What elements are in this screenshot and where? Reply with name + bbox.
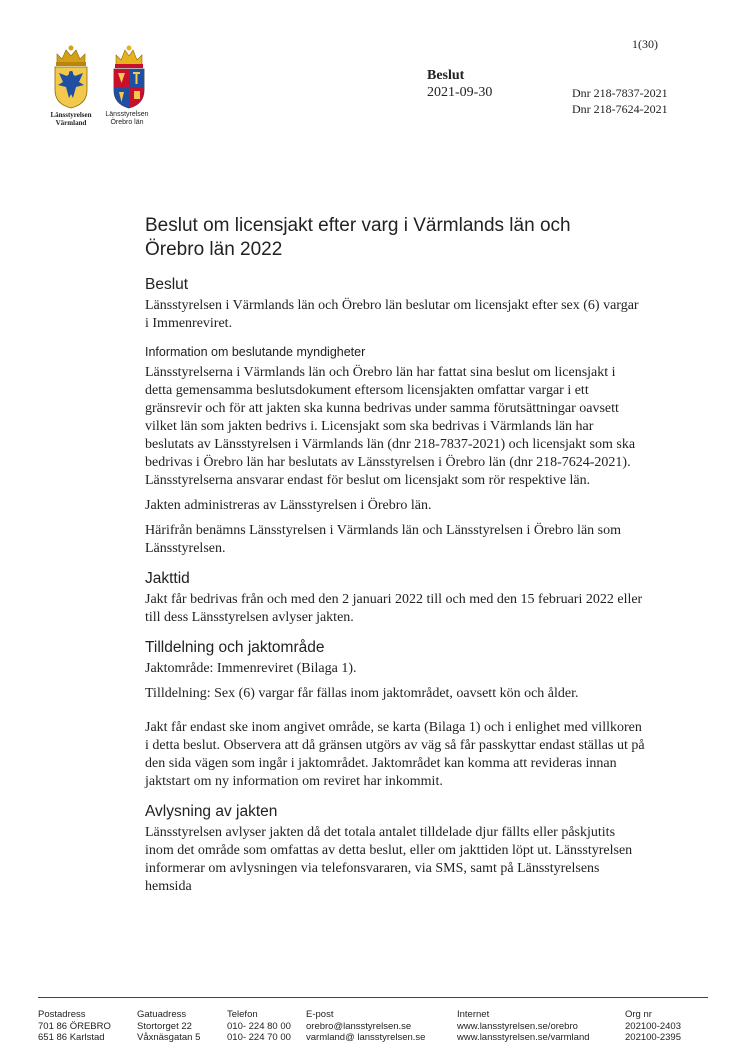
diary-number-1: Dnr 218-7837-2021 bbox=[572, 86, 668, 100]
footer-orgnr: Org nr 202100-2403 202100-2395 bbox=[625, 1009, 681, 1043]
jakttid-paragraph: Jakt får bedrivas från och med den 2 januari 2022 till och med den 15 februari 2022 eller till dess Länsstyrelsen avlyser jakten. bbox=[145, 592, 643, 625]
section-heading-beslut: Beslut bbox=[145, 276, 189, 293]
footer-postadress: Postadress 701 86 ÖREBRO 651 86 Karlstad bbox=[38, 1009, 111, 1043]
document-body bbox=[145, 276, 645, 903]
footer-epost: E-post orebro@lansstyrelsen.se varmland@ lansstyrelsen.se bbox=[306, 1009, 426, 1043]
orebro-logo-caption: Länsstyrelsen Örebro län bbox=[105, 111, 149, 126]
information-paragraph-1: Länsstyrelserna i Värmlands län och Örebro län har fattat sina beslut om licensjakt i detta gemensamma beslutsdokument eftersom licensjakten omfattar vargar i ett gränsrevir och för att jakten ska kunna bedrivas under samma förutsättningar oavsett vilket län som jakten bedrivs i. Licensjakt som ska bedrivas i Värmlands län har beslutats av Länsstyrelsen i Värmlands län (dnr 218-7837-2021) och licensjakt som ska bedrivas i Örebro län har beslutats av Länsstyrelsen i Örebro län (dnr 218-7624-2021). Länsstyrelserna ansvarar endast för beslut om licensjakt som rör respektive län. bbox=[145, 365, 636, 488]
tilldelning-paragraph-2: Tilldelning: Sex (6) vargar får fällas inom jaktområdet, oavsett kön och ålder. bbox=[145, 686, 579, 701]
page-number: 1(30) bbox=[632, 37, 658, 51]
page-title: Beslut om licensjakt efter varg i Värmlands län och Örebro län 2022 bbox=[145, 215, 571, 260]
footer-divider bbox=[38, 997, 708, 998]
section-heading-information: Information om beslutande myndigheter bbox=[145, 345, 366, 359]
decision-date: 2021-09-30 bbox=[427, 85, 493, 100]
information-paragraph-3: Härifrån benämns Länsstyrelsen i Värmlands län och Länsstyrelsen i Örebro län som Länsstyrelsen. bbox=[145, 523, 621, 556]
section-heading-jakttid: Jakttid bbox=[145, 570, 190, 587]
varmland-coat-of-arms-logo bbox=[51, 42, 91, 110]
information-paragraph-2: Jakten administreras av Länsstyrelsen i Örebro län. bbox=[145, 498, 432, 513]
tilldelning-paragraph-1: Jaktområde: Immenreviret (Bilaga 1). bbox=[145, 661, 357, 676]
footer-gatuadress: Gatuadress Stortorget 22 Våxnäsgatan 5 bbox=[137, 1009, 201, 1043]
avlysning-paragraph: Länsstyrelsen avlyser jakten då det totala antalet tilldelade djur fällts eller påskjutits inom det område som omfattas av detta beslut, eller om jakttiden löpt ut. Länsstyrelsen informerar om avlysningen via telefonsvararen, via SMS, samt på Länsstyrelsens hemsida bbox=[145, 825, 633, 894]
varmland-logo-caption: Länsstyrelsen Värmland bbox=[50, 111, 92, 127]
footer-telefon: Telefon 010- 224 80 00 010- 224 70 00 bbox=[227, 1009, 291, 1043]
tilldelning-paragraph-3: Jakt får endast ske inom angivet område, se karta (Bilaga 1) och i enlighet med villkoren i detta beslut. Observera att då gränsen utgörs av väg så får passkyttar endast ställas ut på den sida vägen som ingår i jaktområdet. Jaktområdet kan komma att revideras innan jaktstart om ny information om reviret har inkommit. bbox=[145, 720, 645, 789]
beslut-paragraph: Länsstyrelsen i Värmlands län och Örebro län beslutar om licensjakt efter sex (6) vargar i Immenreviret. bbox=[145, 298, 639, 331]
diary-number-2: Dnr 218-7624-2021 bbox=[572, 102, 668, 116]
orebro-coat-of-arms-logo bbox=[109, 42, 149, 110]
section-heading-avlysning: Avlysning av jakten bbox=[145, 803, 278, 820]
section-heading-tilldelning: Tilldelning och jaktområde bbox=[145, 639, 325, 656]
document-type-label: Beslut bbox=[427, 68, 465, 83]
footer-internet: Internet www.lansstyrelsen.se/orebro www.lansstyrelsen.se/varmland bbox=[457, 1009, 590, 1043]
